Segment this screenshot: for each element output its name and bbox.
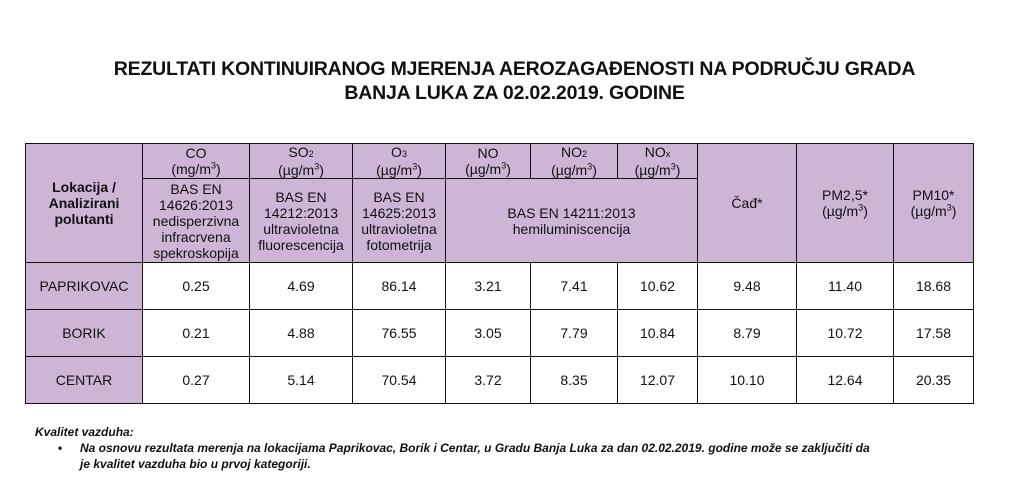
col-header-so2 bbox=[250, 144, 353, 179]
value-cell: 0.27 bbox=[143, 357, 250, 404]
unit-sup: 3 bbox=[412, 161, 418, 172]
pollutant-name: NO bbox=[477, 145, 499, 161]
unit-sup: 3 bbox=[946, 202, 952, 213]
table-row bbox=[26, 357, 974, 404]
notes-item bbox=[58, 440, 870, 472]
unit-end: ) bbox=[675, 162, 681, 178]
unit-end: ) bbox=[417, 162, 422, 178]
pollutant-name: NO bbox=[644, 144, 666, 160]
location-cell: PAPRIKOVAC bbox=[26, 263, 143, 310]
value-cell: 4.88 bbox=[250, 310, 353, 357]
method-line: 14626:2013 bbox=[159, 196, 233, 213]
value-cell: 18.68 bbox=[894, 263, 974, 310]
method-line: ultravioletna bbox=[361, 220, 437, 237]
method-line: BAS EN bbox=[275, 188, 327, 205]
unit-sup: 3 bbox=[501, 160, 507, 171]
pollutant-name: O bbox=[391, 144, 402, 160]
unit-end: ) bbox=[863, 203, 868, 219]
title-line-2: BANJA LUKA ZA 02.02.2019. GODINE bbox=[344, 82, 685, 104]
value-cell: 5.14 bbox=[250, 357, 353, 404]
unit: (µg/m bbox=[465, 161, 502, 177]
value-cell: 70.54 bbox=[353, 357, 446, 404]
cad-label: Čađ* bbox=[731, 195, 763, 211]
unit-end: ) bbox=[592, 162, 597, 178]
unit-end: ) bbox=[506, 161, 511, 177]
bullet-icon: • bbox=[58, 441, 63, 455]
corner-header bbox=[26, 144, 143, 263]
unit-sup: 3 bbox=[210, 160, 216, 171]
table-row bbox=[26, 310, 974, 357]
notes-line-1: Na osnovu rezultata merenja na lokacijama Paprikovac, Borik i Centar, u Gradu Banja Luka za dan 02.02.2019. godine može se zaključiti da bbox=[80, 441, 870, 455]
value-cell: 11.40 bbox=[797, 263, 894, 310]
method-nox bbox=[446, 179, 698, 263]
method-line: ultravioletna bbox=[263, 220, 339, 237]
unit-sup: 3 bbox=[670, 161, 676, 172]
pollutant-name: NO bbox=[560, 144, 582, 160]
method-line: fotometrija bbox=[366, 236, 432, 253]
value-cell: 10.84 bbox=[618, 310, 698, 357]
value-cell: 7.41 bbox=[531, 263, 618, 310]
col-header-no2 bbox=[531, 144, 618, 179]
pollutant-sub: 2 bbox=[308, 149, 314, 159]
col-header-nox bbox=[618, 144, 698, 179]
method-line: infracrvena bbox=[161, 228, 231, 245]
table-row bbox=[26, 263, 974, 310]
pollutant-name: SO bbox=[288, 144, 309, 160]
unit: (µg/m bbox=[376, 162, 413, 178]
method-co bbox=[143, 179, 250, 263]
col-header-pm25 bbox=[797, 144, 894, 263]
value-cell: 10.62 bbox=[618, 263, 698, 310]
title-line-1: REZULTATI KONTINUIRANOG MJERENJA AEROZAGAĐENOSTI NA PODRUČJU GRADA bbox=[113, 58, 916, 80]
pollutant-sub: 3 bbox=[401, 149, 407, 159]
value-cell: 8.35 bbox=[531, 357, 618, 404]
value-cell: 9.48 bbox=[698, 263, 797, 310]
value-cell: 8.79 bbox=[698, 310, 797, 357]
value-cell: 3.05 bbox=[446, 310, 531, 357]
value-cell: 4.69 bbox=[250, 263, 353, 310]
unit: (µg/m bbox=[822, 203, 859, 219]
value-cell: 3.72 bbox=[446, 357, 531, 404]
unit: (µg/m bbox=[551, 162, 588, 178]
unit-sup: 3 bbox=[314, 161, 320, 172]
method-line: BAS EN bbox=[373, 188, 425, 205]
document-title bbox=[0, 57, 1029, 105]
col-header-co bbox=[143, 144, 250, 179]
col-header-o3 bbox=[353, 144, 446, 179]
value-cell: 12.07 bbox=[618, 357, 698, 404]
notes-heading: Kvalitet vazduha: bbox=[35, 425, 134, 439]
unit-sup: 3 bbox=[858, 202, 864, 213]
unit: (µg/m bbox=[278, 162, 315, 178]
unit: (µg/m bbox=[910, 203, 947, 219]
unit-end: ) bbox=[951, 203, 957, 219]
unit-end: ) bbox=[319, 162, 324, 178]
col-header-pm10 bbox=[894, 144, 974, 263]
method-so2 bbox=[250, 179, 353, 263]
method-line: hemiluminiscencija bbox=[512, 220, 631, 237]
air-quality-notes bbox=[35, 424, 870, 472]
pollutant-sub: 2 bbox=[581, 149, 587, 159]
notes-list bbox=[35, 440, 870, 472]
col-header-cad bbox=[698, 144, 797, 263]
pollutant-name: CO bbox=[185, 145, 207, 161]
value-cell: 7.79 bbox=[531, 310, 618, 357]
method-line: 14212:2013 bbox=[264, 204, 338, 221]
value-cell: 86.14 bbox=[353, 263, 446, 310]
method-line: fluorescencija bbox=[258, 236, 344, 253]
value-cell: 0.25 bbox=[143, 263, 250, 310]
notes-line-2: je kvalitet vazduha bio u prvoj kategoriji. bbox=[80, 457, 311, 471]
measurement-table bbox=[25, 143, 974, 404]
value-cell: 10.72 bbox=[797, 310, 894, 357]
value-cell: 76.55 bbox=[353, 310, 446, 357]
value-cell: 20.35 bbox=[894, 357, 974, 404]
value-cell: 17.58 bbox=[894, 310, 974, 357]
value-cell: 3.21 bbox=[446, 263, 531, 310]
unit-end: ) bbox=[216, 161, 221, 177]
method-line: BAS EN 14211:2013 bbox=[507, 204, 636, 221]
unit: (mg/m bbox=[171, 161, 211, 177]
location-cell: BORIK bbox=[26, 310, 143, 357]
pm25-label: PM2,5* bbox=[822, 187, 868, 203]
method-line: 14625:2013 bbox=[362, 204, 436, 221]
value-cell: 0.21 bbox=[143, 310, 250, 357]
pollutant-sub: x bbox=[665, 149, 671, 159]
method-line: nedisperzivna bbox=[152, 212, 240, 229]
pm10-label: PM10* bbox=[912, 187, 955, 203]
method-line: BAS EN bbox=[170, 180, 222, 197]
method-o3 bbox=[353, 179, 446, 263]
method-line: spekroskopija bbox=[153, 244, 239, 261]
value-cell: 12.64 bbox=[797, 357, 894, 404]
unit-sup: 3 bbox=[587, 161, 593, 172]
value-cell: 10.10 bbox=[698, 357, 797, 404]
location-cell: CENTAR bbox=[26, 357, 143, 404]
unit: (µg/m bbox=[634, 162, 671, 178]
corner-line: Lokacija / bbox=[52, 179, 116, 195]
corner-line: Analizirani bbox=[48, 195, 120, 211]
col-header-no bbox=[446, 144, 531, 179]
corner-line: polutanti bbox=[54, 211, 114, 227]
